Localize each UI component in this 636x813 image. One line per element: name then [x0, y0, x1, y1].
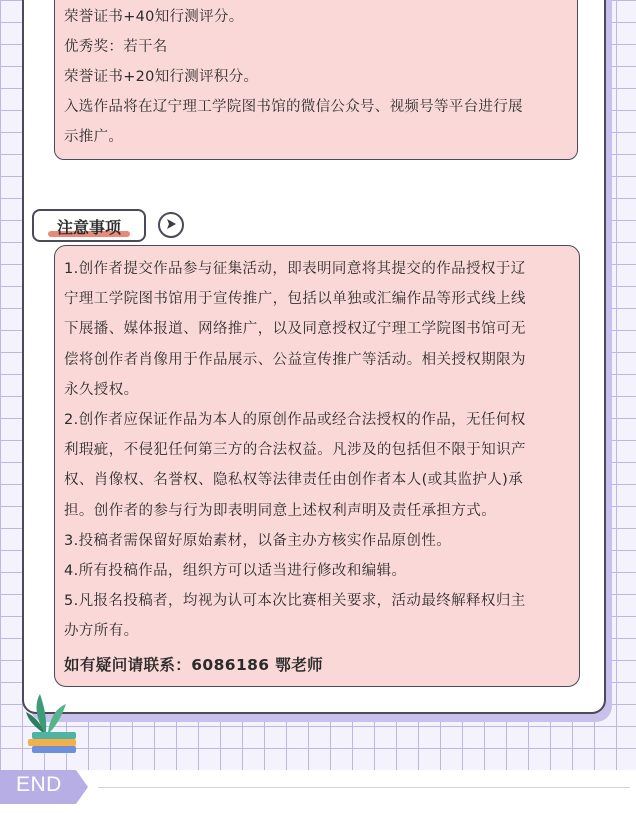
notice-line: 下展播、媒体报道、网络推广，以及同意授权辽宁理工学院图书馆可无	[64, 321, 526, 338]
notice-line: 宁理工学院图书馆用于宣传推广，包括以单独或汇编作品等形式线上线	[64, 291, 526, 308]
notice-line: 偿将创作者肖像用于作品展示、公益宣传推广等活动。相关授权期限为	[64, 351, 526, 368]
notice-line: 永久授权。	[64, 381, 139, 398]
footer-divider	[98, 787, 630, 788]
awards-line: 入选作品将在辽宁理工学院图书馆的微信公众号、视频号等平台进行展	[64, 99, 523, 115]
notice-heading: 注意事项	[56, 218, 121, 237]
notice-line: 办方所有。	[64, 623, 139, 640]
notice-line: 3.投稿者需保留好原始素材，以备主办方核实作品原创性。	[64, 532, 452, 549]
notice-text	[64, 254, 572, 680]
notice-line: 1.创作者提交作品参与征集活动，即表明同意将其提交的作品授权于辽	[64, 261, 526, 277]
play-arrow-icon	[158, 212, 184, 238]
plant-books-icon	[14, 688, 84, 758]
notice-line: 2.创作者应保证作品为本人的原创作品或经合法授权的作品，无任何权	[64, 412, 526, 429]
awards-line: 荣誉证书+20知行测评积分。	[64, 69, 259, 85]
awards-line: 荣誉证书+40知行测评分。	[64, 9, 244, 25]
notice-line: 担。创作者的参与行为即表明同意上述权利声明及责任承担方式。	[64, 502, 497, 519]
notice-line: 4.所有投稿作品，组织方可以适当进行修改和编辑。	[64, 563, 407, 580]
awards-text	[64, 2, 570, 152]
notice-line: 5.凡报名投稿者，均视为认可本次比赛相关要求，活动最终解释权归主	[64, 593, 526, 610]
notice-line: 利瑕疵，不侵犯任何第三方的合法权益。凡涉及的包括但不限于知识产	[64, 442, 526, 459]
end-label: END	[16, 773, 62, 796]
contact-info: 如有疑问请联系：6086186 鄂老师	[64, 655, 323, 674]
awards-line: 优秀奖：若干名	[64, 39, 168, 55]
notice-heading-tag	[32, 209, 146, 242]
notice-line: 权、肖像权、名誉权、隐私权等法律责任由创作者本人(或其监护人)承	[64, 472, 524, 489]
awards-line: 示推广。	[64, 129, 124, 145]
